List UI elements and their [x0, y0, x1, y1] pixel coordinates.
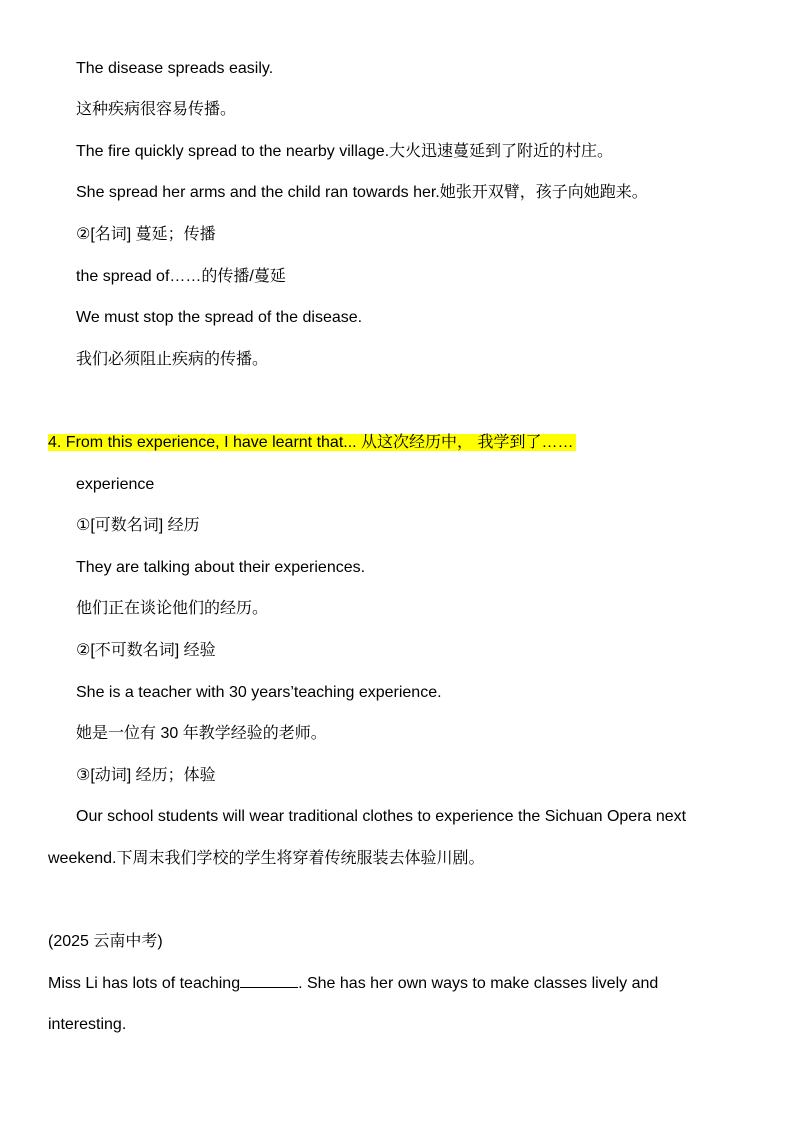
- word-sense-countable-noun: ①[可数名词] 经历: [76, 517, 200, 534]
- exercise-question: [48, 973, 658, 995]
- exercise-source: (2025 云南中考): [48, 933, 163, 950]
- example-sentence-en: She is a teacher with 30 years’teaching experience.: [76, 684, 442, 701]
- section-heading: [48, 432, 576, 454]
- example-sentence: She spread her arms and the child ran towards her.她张开双臂，孩子向她跑来。: [76, 184, 648, 201]
- word-sense-uncountable-noun: ②[不可数名词] 经验: [76, 642, 216, 659]
- example-sentence-zh: 我们必须阻止疾病的传播。: [76, 351, 269, 368]
- highlighted-heading-text: 4. From this experience, I have learnt that... 从这次经历中， 我学到了……: [48, 434, 574, 451]
- phrase-entry: the spread of……的传播/蔓延: [76, 268, 286, 285]
- example-sentence-en: They are talking about their experiences.: [76, 559, 366, 576]
- example-sentence-zh: 她是一位有 30 年教学经验的老师。: [76, 725, 327, 742]
- example-sentence-en: Our school students will wear traditional clothes to experience the Sichuan Opera next: [76, 808, 687, 825]
- answer-blank[interactable]: [240, 973, 298, 988]
- example-sentence: The fire quickly spread to the nearby village.大火迅速蔓延到了附近的村庄。: [76, 143, 614, 160]
- example-sentence-en: The disease spreads easily.: [76, 60, 274, 77]
- vocab-word: experience: [76, 476, 155, 493]
- example-sentence-continuation: weekend.下周末我们学校的学生将穿着传统服装去体验川剧。: [48, 850, 485, 867]
- example-sentence-zh: 他们正在谈论他们的经历。: [76, 600, 269, 617]
- example-sentence-en: We must stop the spread of the disease.: [76, 309, 363, 326]
- exercise-question-continuation: interesting.: [48, 1016, 127, 1033]
- question-text-before: Miss Li has lots of teaching: [48, 975, 241, 992]
- word-sense-noun: ②[名词] 蔓延；传播: [76, 226, 216, 243]
- word-sense-verb: ③[动词] 经历；体验: [76, 767, 216, 784]
- example-sentence-zh: 这种疾病很容易传播。: [76, 101, 237, 118]
- question-text-after: . She has her own ways to make classes lively and: [298, 975, 659, 992]
